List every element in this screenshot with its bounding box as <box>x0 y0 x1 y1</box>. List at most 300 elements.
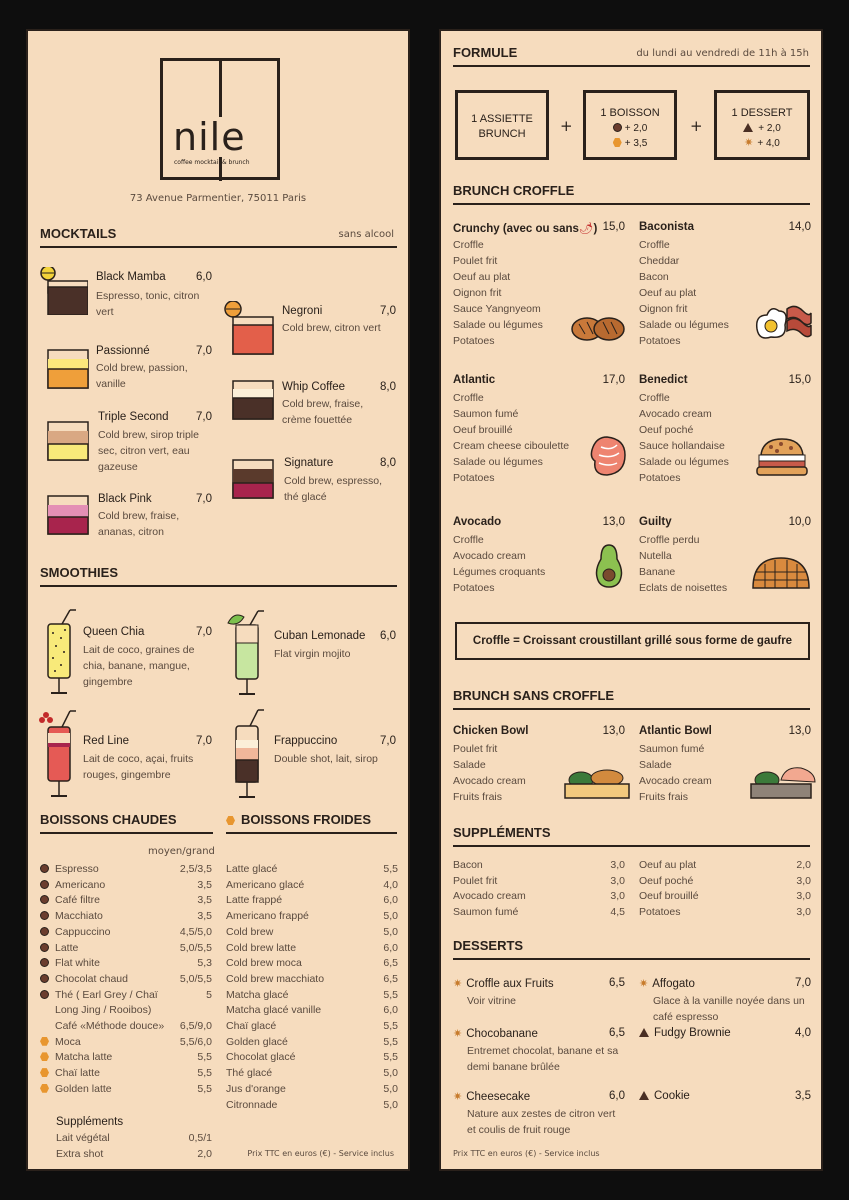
croffle-definition: Croffle = Croissant croustillant grillé sous forme de gaufre <box>455 622 810 660</box>
hot-drink-row <box>40 1004 212 1016</box>
black-mamba-desc: Espresso, tonic, citron vert <box>96 290 200 318</box>
queen-chia-price: 7,0 <box>196 626 212 638</box>
bowl-desc-line: Avocado cream <box>453 775 526 787</box>
hot-drink-row <box>40 942 212 954</box>
price-note-right: Prix TTC en euros (€) - Service inclus <box>453 1149 600 1158</box>
hot-drink-price: 5 <box>206 988 212 1001</box>
bowl-desc-line: Poulet frit <box>453 743 498 755</box>
cold-drink-name: Cold brew <box>226 925 274 938</box>
hot-drink-name: Golden latte <box>55 1082 112 1095</box>
supplement-row <box>453 875 625 887</box>
croffle-item-name <box>639 516 672 528</box>
cold-drink-name: Cold brew moca <box>226 957 302 970</box>
hexagon-icon <box>40 1052 49 1061</box>
cold-drink-row <box>226 1051 398 1063</box>
croffle-desc-line: Croffle <box>453 239 484 251</box>
cold-drink-row <box>226 1067 398 1079</box>
supplement-name: Avocado cream <box>453 890 526 903</box>
hot-drink-name: Chaï latte <box>55 1067 100 1080</box>
salmon-steak-icon <box>587 435 627 477</box>
croffle-item-desc <box>639 390 729 486</box>
croffle-desc-line: Légumes croquants <box>453 566 546 578</box>
supplement-row <box>639 859 811 871</box>
croffle-name-close: ) <box>593 223 598 235</box>
desserts-title: DESSERTS <box>453 938 524 953</box>
supplement-price: 3,0 <box>610 890 625 903</box>
croffle-desc-line: Oignon frit <box>639 303 688 315</box>
croffle-desc-line: Croffle <box>639 392 670 404</box>
mocktails-note: sans alcool <box>338 229 394 240</box>
croffle-name-text: Baconista <box>639 221 694 233</box>
croffle-item-name <box>639 221 694 233</box>
supplement-name: Oeuf brouillé <box>639 890 699 903</box>
cold-drink-price: 5,0 <box>383 925 398 938</box>
dessert-desc <box>467 1106 615 1138</box>
formule-dessert-box: 1 DESSERT + 2,0 ✷ + 4,0 <box>714 90 810 160</box>
supplement-price: 3,0 <box>796 890 811 903</box>
croissant-icon <box>571 314 625 344</box>
croffle-desc-line: Eclats de noisettes <box>639 582 728 594</box>
negroni-name: Negroni <box>282 305 323 317</box>
hot-drink-name: Cappuccino <box>55 925 111 938</box>
right-menu-panel <box>439 29 823 1171</box>
cold-drink-price: 5,5 <box>383 988 398 1001</box>
cold-drink-price: 5,5 <box>383 1020 398 1032</box>
whip-coffee-glass-icon <box>232 380 274 420</box>
hot-drink-price: 5,5 <box>197 1067 212 1080</box>
supplement-row <box>639 906 811 918</box>
croffle-desc-line: Croffle <box>639 239 670 251</box>
cuban-lemonade-price: 6,0 <box>380 630 396 642</box>
cold-drink-price: 5,5 <box>383 1051 398 1064</box>
cold-drink-name: Cold brew latte <box>226 941 297 954</box>
hot-drink-row <box>40 1083 212 1095</box>
hot-supplement-row <box>56 1132 212 1144</box>
brunch-croffle-title: BRUNCH CROFFLE <box>453 183 575 198</box>
hot-drink-price: 3,5 <box>197 894 212 907</box>
hexagon-icon <box>613 138 622 147</box>
hot-drink-row <box>40 926 212 938</box>
hot-drink-row <box>40 863 212 875</box>
formule-note: du lundi au vendredi de 11h à 15h <box>636 48 809 59</box>
croffle-name-text: Crunchy (avec ou sans <box>453 223 579 235</box>
coffee-bean-icon <box>40 895 49 904</box>
croffle-desc-line: Cream cheese ciboulette <box>453 440 570 452</box>
hot-drink-name: Chocolat chaud <box>55 972 128 985</box>
avocado-icon <box>595 543 623 589</box>
croffle-desc-line: Potatoes <box>453 335 495 347</box>
croffle-name-text: Atlantic <box>453 374 496 386</box>
dessert-name-text: Chocobanane <box>466 1028 538 1040</box>
sizes-label: moyen/grand <box>148 846 215 857</box>
cold-drink-row <box>226 894 398 906</box>
hot-drink-price: 5,5 <box>197 1051 212 1064</box>
eggs-benedict-icon <box>753 437 811 477</box>
hot-drink-price: 5,5/6,0 <box>179 1035 212 1048</box>
supplements-title: SUPPLÉMENTS <box>453 825 551 840</box>
star-icon: ✷ <box>453 1091 463 1103</box>
cold-drink-price: 6,5 <box>383 957 398 970</box>
black-pink-glass-icon <box>47 495 89 535</box>
hot-supplement-price: 0,5/1 <box>188 1132 212 1144</box>
cold-drink-row <box>226 926 398 938</box>
hot-drink-row <box>40 973 212 985</box>
passionne-desc: Cold brew, passion, vanille <box>96 362 188 390</box>
cold-drink-row <box>226 1099 398 1111</box>
hot-supplement-name: Lait végétal <box>56 1132 110 1144</box>
left-menu-panel <box>26 29 410 1171</box>
bowl-desc-line: Salade <box>639 759 672 771</box>
cold-drink-price: 6,0 <box>383 941 398 954</box>
coffee-bean-icon <box>40 864 49 873</box>
cold-drink-name: Latte frappé <box>226 894 283 907</box>
coffee-bean-icon <box>40 990 49 999</box>
croffle-desc-line: Saumon fumé <box>453 408 519 420</box>
hot-drink-row <box>40 1051 212 1063</box>
coffee-bean-icon <box>40 911 49 920</box>
formule-assiette-box: 1 ASSIETTE BRUNCH <box>455 90 549 160</box>
cold-drink-name: Matcha glacé vanille <box>226 1004 322 1017</box>
frappuccino-desc: Double shot, lait, sirop <box>274 753 378 765</box>
supplement-name: Poulet frit <box>453 874 498 887</box>
black-mamba-price: 6,0 <box>196 271 212 283</box>
triangle-icon <box>743 123 753 132</box>
passionne-price: 7,0 <box>196 345 212 357</box>
bowl-price: 13,0 <box>788 725 811 737</box>
croffle-desc-line: Oeuf brouillé <box>453 424 513 436</box>
hexagon-icon <box>40 1068 49 1077</box>
cold-drink-name: Americano glacé <box>226 878 305 891</box>
croffle-item-price: 15,0 <box>788 374 811 386</box>
dessert-price: 3,5 <box>795 1090 811 1102</box>
croffle-desc-line: Sauce Yangnyeom <box>453 303 541 315</box>
croffle-desc-line: Oeuf au plat <box>453 271 511 283</box>
supplement-row <box>639 890 811 902</box>
hot-drink-price: 5,0/5,5 <box>179 941 212 954</box>
boissons-froides-title: BOISSONS FROIDES <box>226 812 371 827</box>
triple-second-name: Triple Second <box>98 411 169 423</box>
croffle-item-desc <box>453 390 569 486</box>
croffle-desc-line: Oignon frit <box>453 287 502 299</box>
triple-second-glass-icon <box>47 421 89 461</box>
dessert-desc <box>467 993 516 1009</box>
cold-drink-row <box>226 1004 398 1016</box>
cold-drink-price: 5,0 <box>383 1067 398 1080</box>
signature-glass-icon <box>232 459 274 499</box>
dessert-name <box>639 1090 690 1102</box>
cold-drink-row <box>226 1083 398 1095</box>
cuban-lemonade-name: Cuban Lemonade <box>274 630 366 642</box>
dessert-desc-line: Nature aux zestes de citron vert <box>467 1108 616 1120</box>
croffle-desc-line: Croffle <box>453 392 484 404</box>
signature-price: 8,0 <box>380 457 396 469</box>
hexagon-icon <box>40 1084 49 1093</box>
supplements-title-left: Suppléments <box>56 1116 124 1128</box>
croffle-item-price: 13,0 <box>602 516 625 528</box>
dessert-desc-line: et coulis de fruit rouge <box>467 1124 571 1136</box>
hot-drink-price: 4,5/5,0 <box>179 925 212 938</box>
hot-drink-price: 3,5 <box>197 910 212 923</box>
hot-drink-price: 5,3 <box>197 957 212 970</box>
dessert-name-text: Fudgy Brownie <box>654 1027 731 1039</box>
hot-drink-name: Espresso <box>55 863 99 875</box>
cold-drink-price: 5,5 <box>383 863 398 875</box>
triangle-icon <box>639 1028 649 1037</box>
red-line-price: 7,0 <box>196 735 212 747</box>
supplement-name: Potatoes <box>639 906 681 919</box>
atlantic-bowl-icon <box>749 764 819 800</box>
supplement-row <box>453 859 625 871</box>
dessert-desc-line: Voir vitrine <box>467 995 517 1007</box>
supplement-name: Oeuf au plat <box>639 859 697 871</box>
cold-drink-price: 5,0 <box>383 1082 398 1095</box>
cold-drink-price: 6,5 <box>383 972 398 985</box>
red-line-glass-icon <box>38 707 78 799</box>
cold-drink-row <box>226 989 398 1001</box>
cold-drink-price: 5,5 <box>383 1035 398 1048</box>
croffle-desc-line: Salade ou légumes <box>453 456 543 468</box>
cold-drink-row <box>226 973 398 985</box>
cuban-lemonade-desc: Flat virgin mojito <box>274 648 351 660</box>
dessert-desc-line: café espresso <box>653 1011 719 1023</box>
frappuccino-price: 7,0 <box>380 735 396 747</box>
croffle-desc-line: Cheddar <box>639 255 680 267</box>
signature-desc: Cold brew, espresso, thé glacé <box>284 475 383 503</box>
cold-drink-name: Latte glacé <box>226 863 278 875</box>
bowl-desc-line: Fruits frais <box>639 791 689 803</box>
croffle-item-desc <box>639 532 727 596</box>
black-pink-price: 7,0 <box>196 493 212 505</box>
boissons-chaudes-title: BOISSONS CHAUDES <box>40 812 177 827</box>
cold-drink-name: Jus d'orange <box>226 1082 286 1095</box>
chili-icon: 🌶 <box>578 223 594 235</box>
croffle-desc-line: Potatoes <box>453 582 495 594</box>
cold-drink-name: Americano frappé <box>226 910 309 923</box>
hot-drink-row <box>40 1036 212 1048</box>
croffle-item-name <box>453 516 501 528</box>
whip-coffee-desc: Cold brew, fraise, crème fouettée <box>282 398 364 426</box>
black-mamba-glass-icon <box>36 267 88 315</box>
hot-drink-row <box>40 910 212 922</box>
hot-drink-row <box>40 879 212 891</box>
cold-drink-row <box>226 1036 398 1048</box>
queen-chia-desc: Lait de coco, graines de chia, banane, mangue, gingembre <box>83 644 195 688</box>
croffle-item-price: 15,0 <box>602 221 625 233</box>
brand-tagline: coffee mocktail & brunch <box>174 159 250 166</box>
supplement-name: Bacon <box>453 859 483 871</box>
frappuccino-name: Frappuccino <box>274 735 338 747</box>
smoothies-title: SMOOTHIES <box>40 565 119 580</box>
coffee-bean-icon <box>613 123 622 132</box>
cold-drink-name: Chocolat glacé <box>226 1051 296 1064</box>
whip-coffee-name: Whip Coffee <box>282 381 346 393</box>
supplement-price: 3,0 <box>610 874 625 887</box>
croffle-item-price: 17,0 <box>602 374 625 386</box>
hot-supplement-name: Extra shot <box>56 1147 104 1160</box>
croffle-desc-line: Banane <box>639 566 676 578</box>
queen-chia-glass-icon <box>44 608 78 696</box>
croffle-desc-line: Potatoes <box>639 472 681 484</box>
hexagon-icon <box>226 816 235 825</box>
red-line-name: Red Line <box>83 735 130 747</box>
croffle-desc-line: Potatoes <box>453 472 495 484</box>
croffle-item-desc <box>453 532 545 596</box>
croffle-item-price: 14,0 <box>788 221 811 233</box>
hot-supplement-price: 2,0 <box>197 1147 212 1160</box>
hot-drink-name: Matcha latte <box>55 1051 113 1064</box>
coffee-bean-icon <box>40 958 49 967</box>
black-pink-name: Black Pink <box>98 493 152 505</box>
hot-drink-price: 3,5 <box>197 878 212 891</box>
dessert-price: 6,0 <box>609 1090 625 1102</box>
dessert-name <box>453 1090 530 1103</box>
plus-sign-2: + <box>690 117 703 135</box>
hot-drink-name: Long Jing / Rooibos) <box>55 1004 152 1017</box>
hot-supplement-row <box>56 1148 212 1160</box>
hot-drink-price: 2,5/3,5 <box>179 863 212 875</box>
triangle-icon <box>639 1091 649 1100</box>
dessert-name <box>639 977 695 990</box>
hot-drink-name: Macchiato <box>55 910 103 923</box>
whip-coffee-price: 8,0 <box>380 381 396 393</box>
dessert-desc <box>653 993 805 1025</box>
coffee-bean-icon <box>40 927 49 936</box>
hot-drink-name: Flat white <box>55 957 100 970</box>
hot-drink-row <box>40 957 212 969</box>
supplement-price: 3,0 <box>796 906 811 919</box>
bowl-desc-line: Fruits frais <box>453 791 503 803</box>
hot-drink-name: Café «Méthode douce» <box>55 1020 165 1032</box>
bowl-name: Chicken Bowl <box>453 725 529 737</box>
triple-second-desc: Cold brew, sirop triple sec, citron vert, eau gazeuse <box>98 429 199 473</box>
supplement-price: 3,0 <box>796 874 811 887</box>
croffle-name-text: Guilty <box>639 516 672 528</box>
dessert-price: 6,5 <box>609 977 625 989</box>
mocktails-title: MOCKTAILS <box>40 226 117 241</box>
cold-drink-price: 4,0 <box>383 878 398 891</box>
plus-sign-1: + <box>560 117 573 135</box>
croffle-item-name <box>639 374 688 386</box>
brunch-sans-croffle-title: BRUNCH SANS CROFFLE <box>453 688 615 703</box>
hot-drink-name: Moca <box>55 1035 81 1048</box>
croffle-desc-line: Bacon <box>639 271 669 283</box>
dessert-name-text: Affogato <box>652 978 695 990</box>
negroni-glass-icon <box>223 301 275 355</box>
croffle-desc-line: Salade ou légumes <box>453 319 543 331</box>
supplement-row <box>453 890 625 902</box>
cuban-lemonade-glass-icon <box>224 609 268 697</box>
croffle-desc-line: Poulet frit <box>453 255 498 267</box>
hot-drink-row <box>40 989 212 1001</box>
bowl-desc <box>639 741 712 805</box>
hot-drink-row <box>40 1020 212 1032</box>
croffle-desc-line: Oeuf poché <box>639 424 694 436</box>
dessert-price: 4,0 <box>795 1027 811 1039</box>
black-mamba-name: Black Mamba <box>96 271 166 283</box>
cold-drink-price: 5,0 <box>383 910 398 923</box>
formule-boisson-box: 1 BOISSON + 2,0 + 3,5 <box>583 90 677 160</box>
star-icon: ✷ <box>453 978 463 990</box>
star-icon: ✷ <box>453 1028 463 1040</box>
dessert-desc-line: demi banane brûlée <box>467 1061 560 1073</box>
logo <box>160 58 280 180</box>
cold-drink-row <box>226 957 398 969</box>
croffle-desc-line: Nutella <box>639 550 672 562</box>
cold-drink-price: 5,0 <box>383 1098 398 1111</box>
passionne-name: Passionné <box>96 345 150 357</box>
hexagon-icon <box>40 1037 49 1046</box>
cold-drink-row <box>226 1020 398 1032</box>
croffle-desc-line: Avocado cream <box>639 408 712 420</box>
negroni-desc: Cold brew, citron vert <box>282 322 381 334</box>
croffle-desc-line: Salade ou légumes <box>639 456 729 468</box>
coffee-bean-icon <box>40 880 49 889</box>
dessert-desc-line: Entremet chocolat, banane et sa <box>467 1045 619 1057</box>
triple-second-price: 7,0 <box>196 411 212 423</box>
address: 73 Avenue Parmentier, 75011 Paris <box>129 193 307 204</box>
hot-drink-name: Latte <box>55 941 79 954</box>
frappuccino-glass-icon <box>228 708 268 800</box>
croffle-desc-line: Potatoes <box>639 335 681 347</box>
dessert-name-text: Croffle aux Fruits <box>466 978 554 990</box>
supplement-row <box>639 875 811 887</box>
croffle-name-text: Benedict <box>639 374 688 386</box>
bowl-desc-line: Saumon fumé <box>639 743 705 755</box>
dessert-name-text: Cookie <box>654 1090 690 1102</box>
black-pink-desc: Cold brew, fraise, ananas, citron <box>98 510 180 538</box>
dessert-price: 7,0 <box>795 977 811 989</box>
croffle-desc-line: Avocado cream <box>453 550 526 562</box>
bowl-name: Atlantic Bowl <box>639 725 712 737</box>
coffee-bean-icon <box>40 974 49 983</box>
dessert-desc-line: Glace à la vanille noyée dans un <box>653 995 805 1007</box>
hot-drink-price: 5,0/5,5 <box>179 972 212 985</box>
supplement-name: Oeuf poché <box>639 874 694 887</box>
passionne-glass-icon <box>47 349 89 389</box>
cold-drink-row <box>226 879 398 891</box>
cold-drink-row <box>226 910 398 922</box>
cold-drink-name: Chaï glacé <box>226 1020 277 1032</box>
hot-drink-name: Thé ( Earl Grey / Chaï <box>55 988 158 1001</box>
bowl-desc-line: Salade <box>453 759 486 771</box>
cold-drink-name: Matcha glacé <box>226 988 289 1001</box>
supplement-price: 2,0 <box>796 859 811 871</box>
croffle-desc-line: Croffle <box>453 534 484 546</box>
signature-name: Signature <box>284 457 334 469</box>
star-icon: ✷ <box>639 978 649 990</box>
hot-drink-name: Americano <box>55 878 106 891</box>
supplement-price: 4,5 <box>610 906 625 919</box>
hot-drink-row <box>40 894 212 906</box>
queen-chia-name: Queen Chia <box>83 626 145 638</box>
croffle-item-desc <box>639 237 729 349</box>
brand-name: nile <box>173 115 246 159</box>
hot-drink-row <box>40 1067 212 1079</box>
dessert-name <box>453 1027 538 1040</box>
hot-drink-price: 6,5/9,0 <box>179 1020 212 1032</box>
supplement-price: 3,0 <box>610 859 625 871</box>
cold-drink-name: Cold brew macchiato <box>226 972 325 985</box>
hot-drink-name: Café filtre <box>55 894 100 907</box>
cold-drink-name: Thé glacé <box>226 1067 273 1080</box>
croffle-name-text: Avocado <box>453 516 502 528</box>
cold-drink-row <box>226 942 398 954</box>
cold-drink-name: Golden glacé <box>226 1035 288 1048</box>
price-note-left: Prix TTC en euros (€) - Service inclus <box>247 1149 394 1158</box>
dessert-name-text: Cheesecake <box>466 1091 531 1103</box>
formule-title: FORMULE <box>453 45 518 60</box>
croffle-desc-line: Sauce hollandaise <box>639 440 725 452</box>
